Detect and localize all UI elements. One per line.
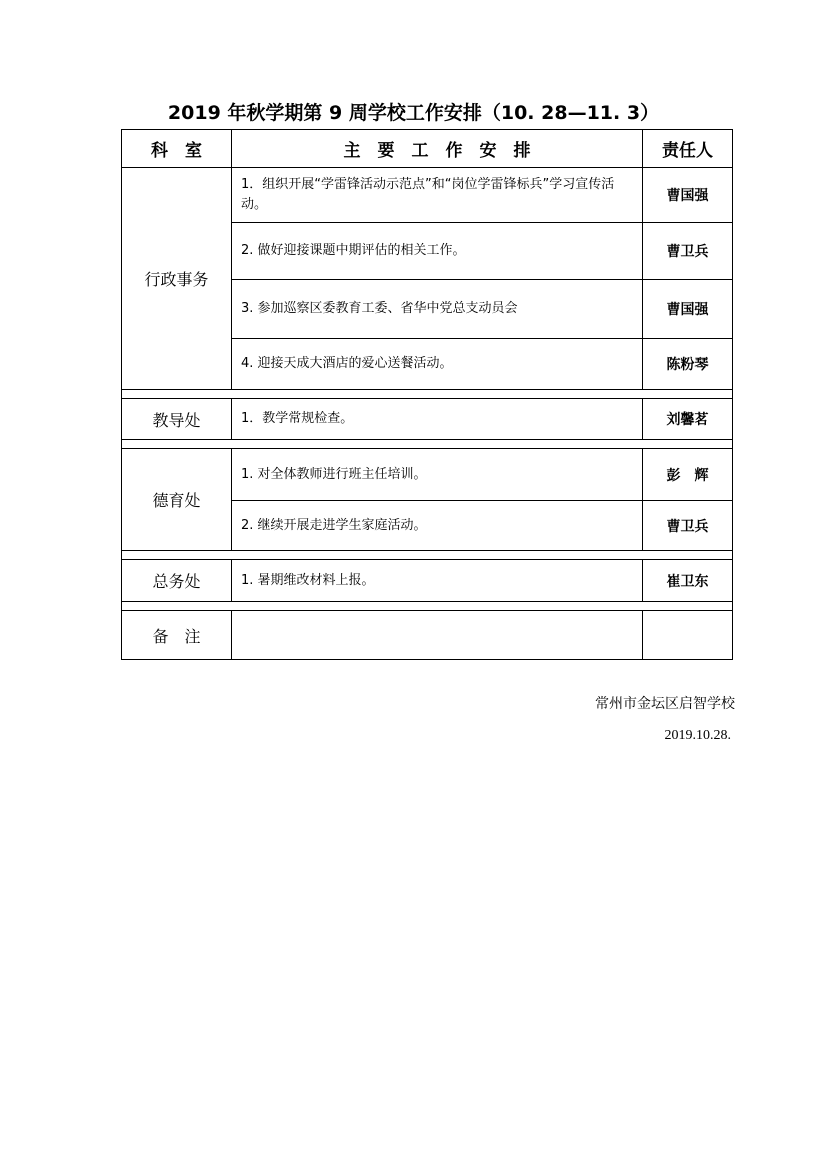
document-date: 2019.10.28. — [664, 728, 731, 743]
task-cell: 2. 做好迎接课题中期评估的相关工作。 — [232, 223, 643, 280]
dept-teaching: 教导处 — [122, 399, 232, 440]
spacer-row — [122, 390, 733, 399]
spacer-cell — [122, 440, 733, 449]
schedule-table — [121, 129, 733, 660]
task-cell: 1. 对全体教师进行班主任培训。 — [232, 449, 643, 501]
table-header-row — [122, 130, 733, 168]
dept-admin: 行政事务 — [122, 168, 232, 390]
page-title: 2019 年秋学期第 9 周学校工作安排（10. 28—11. 3） — [167, 102, 660, 124]
dept-general: 总务处 — [122, 560, 232, 602]
spacer-cell — [122, 602, 733, 611]
notes-owner — [643, 611, 733, 660]
table-row — [122, 449, 733, 501]
owner-cell: 曹国强 — [643, 168, 733, 223]
task-cell: 4. 迎接天成大酒店的爱心送餐活动。 — [232, 339, 643, 390]
task-cell: 1．教学常规检查。 — [232, 399, 643, 440]
organization-name: 常州市金坛区启智学校 — [595, 696, 735, 712]
task-cell: 1. 暑期维改材料上报。 — [232, 560, 643, 602]
notes-content — [232, 611, 643, 660]
owner-cell: 曹卫兵 — [643, 223, 733, 280]
spacer-row — [122, 551, 733, 560]
table-row — [122, 168, 733, 223]
dept-notes: 备 注 — [122, 611, 232, 660]
owner-cell: 彭 辉 — [643, 449, 733, 501]
header-tasks: 主 要 工 作 安 排 — [232, 130, 643, 168]
owner-cell: 陈粉琴 — [643, 339, 733, 390]
owner-cell: 崔卫东 — [643, 560, 733, 602]
spacer-row — [122, 602, 733, 611]
owner-cell: 曹卫兵 — [643, 501, 733, 551]
header-dept: 科 室 — [122, 130, 232, 168]
dept-moral: 德育处 — [122, 449, 232, 551]
owner-cell: 曹国强 — [643, 280, 733, 339]
header-owner: 责任人 — [643, 130, 733, 168]
spacer-cell — [122, 390, 733, 399]
spacer-row — [122, 440, 733, 449]
table-row — [122, 560, 733, 602]
table-row — [122, 611, 733, 660]
spacer-cell — [122, 551, 733, 560]
task-cell: 3. 参加巡察区委教育工委、省华中党总支动员会 — [232, 280, 643, 339]
owner-cell: 刘馨茗 — [643, 399, 733, 440]
task-cell: 2. 继续开展走进学生家庭活动。 — [232, 501, 643, 551]
table-row — [122, 399, 733, 440]
task-cell: 1．组织开展“学雷锋活动示范点”和“岗位学雷锋标兵”学习宣传活动。 — [232, 168, 643, 223]
